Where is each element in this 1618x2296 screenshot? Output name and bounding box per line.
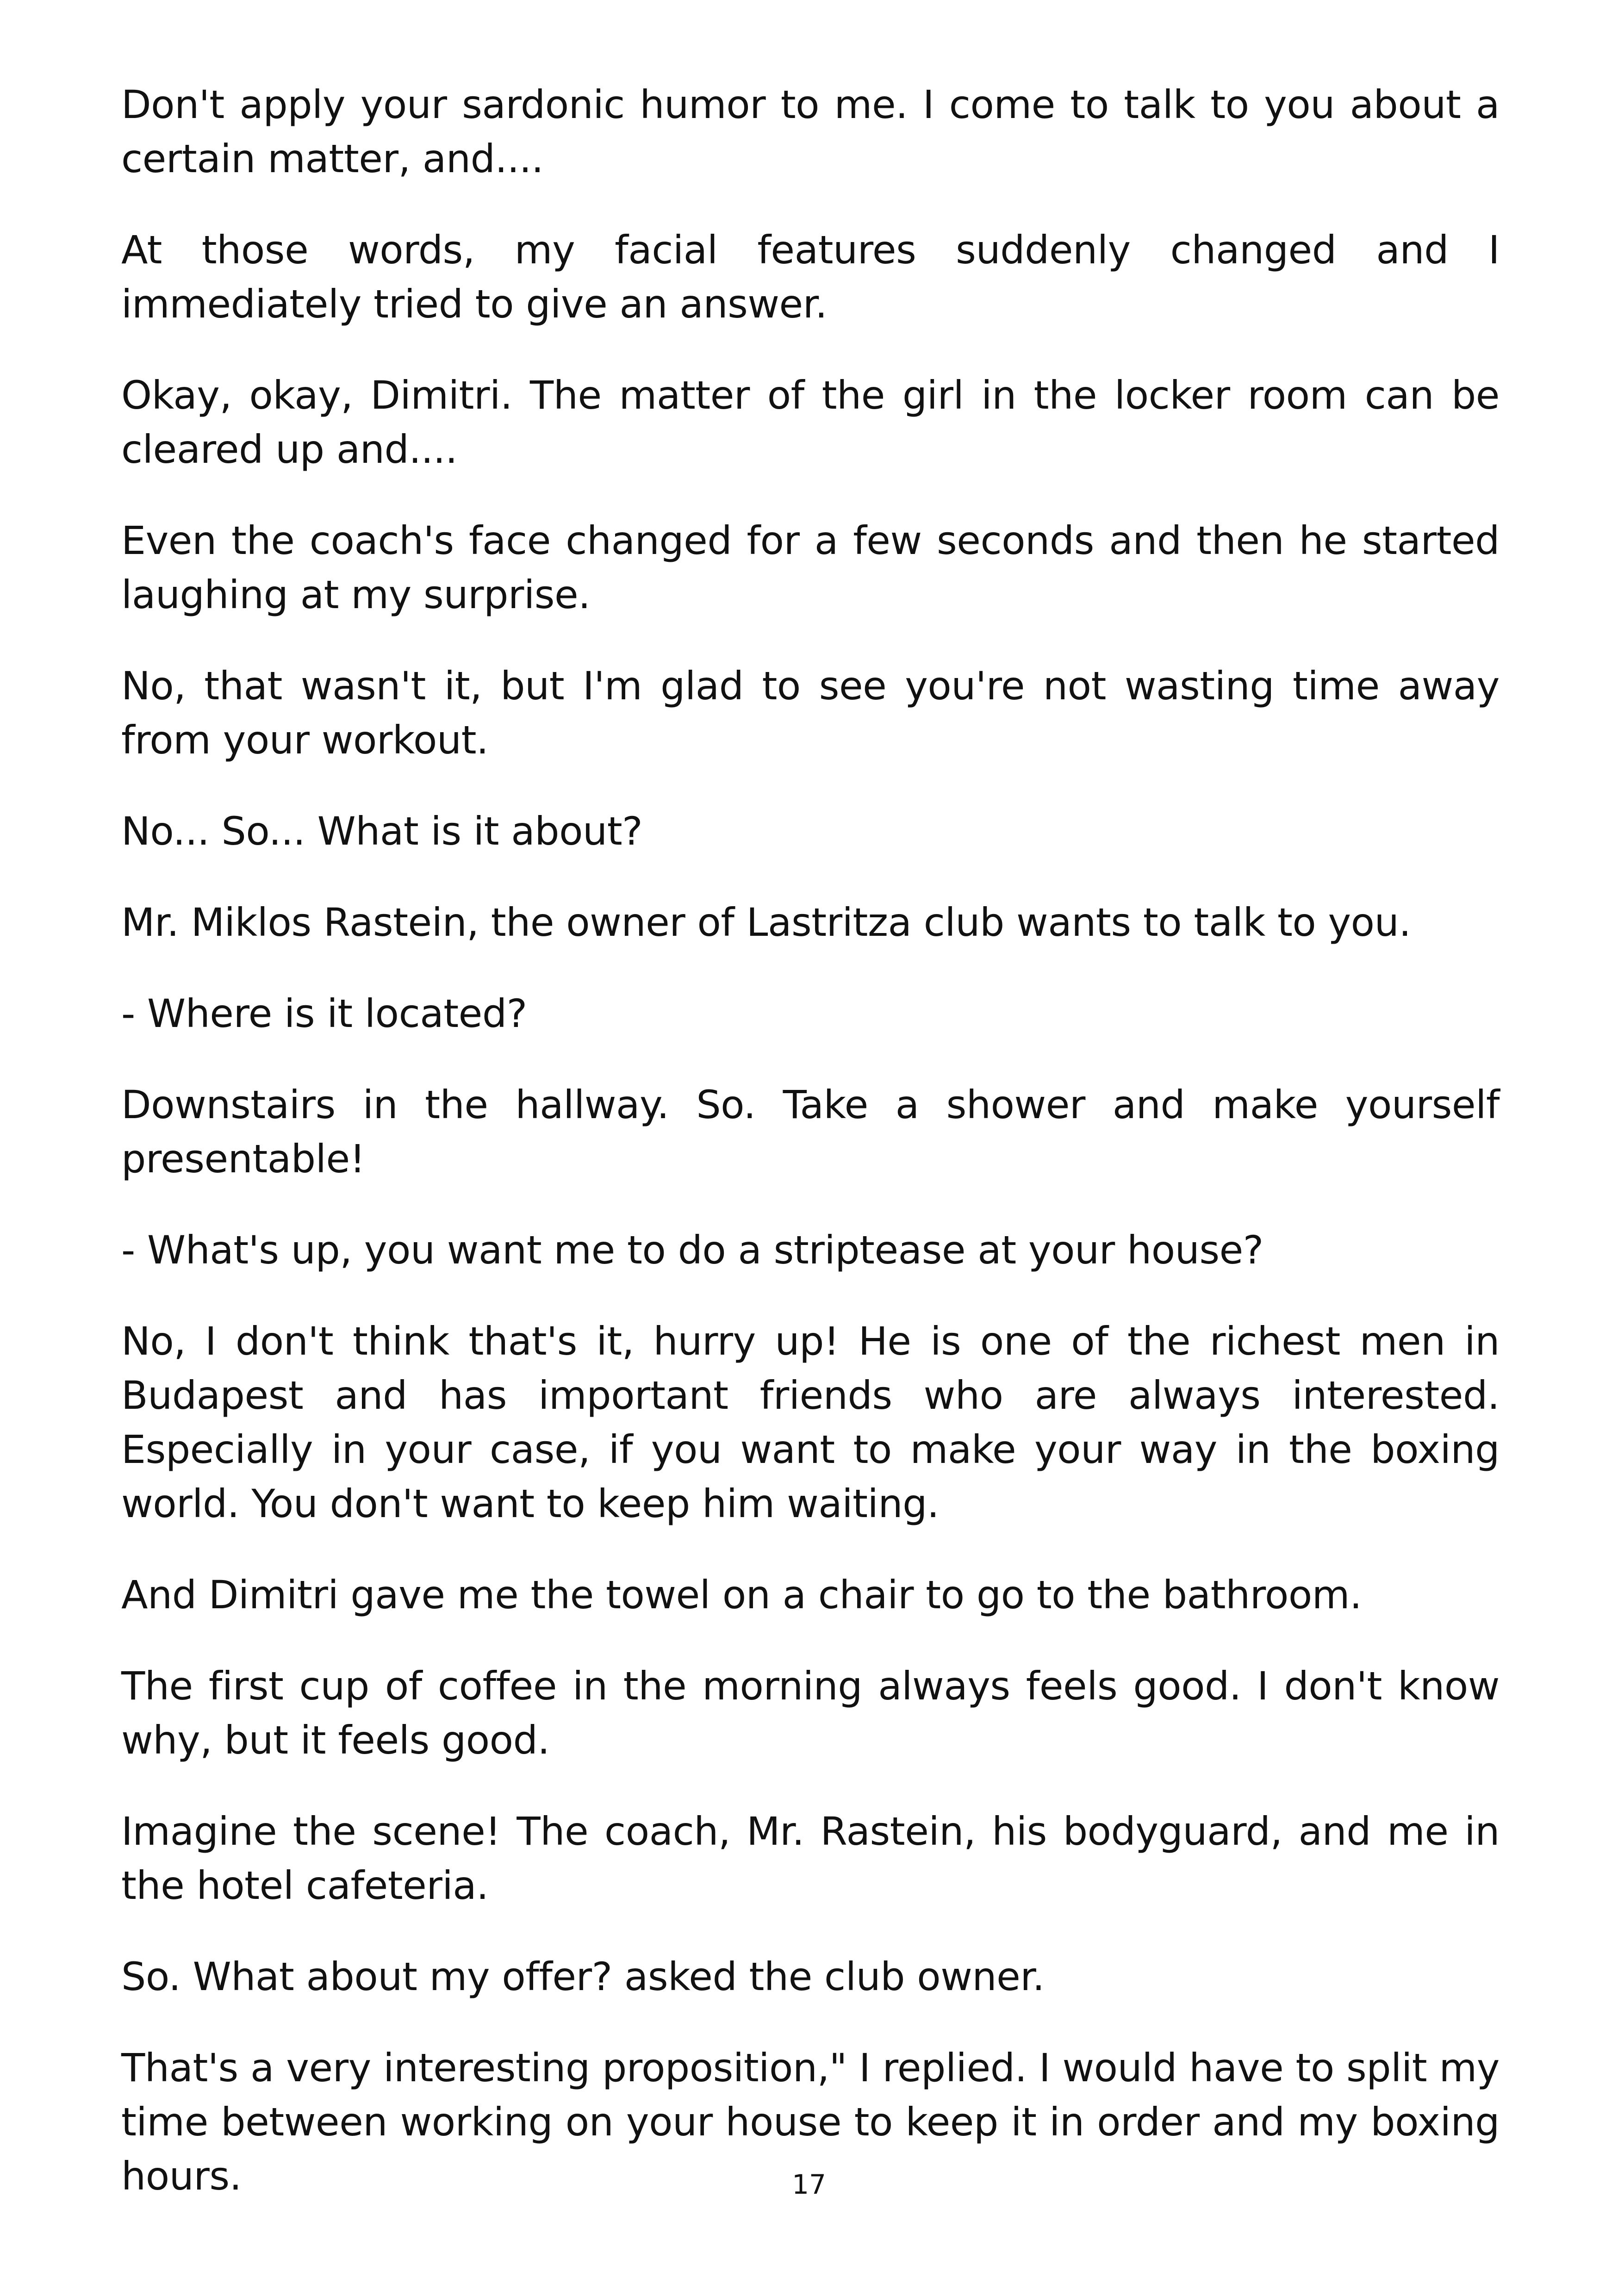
paragraph: No... So... What is it about?	[121, 809, 643, 854]
paragraph: The first cup of coffee in the morning always feels good. I don't know why, but it feels good.	[121, 1663, 1500, 1763]
paragraph: Mr. Miklos Rastein, the owner of Lastritza club wants to talk to you.	[121, 900, 1411, 945]
paragraph: - What's up, you want me to do a striptease at your house?	[121, 1227, 1263, 1273]
page-number: 17	[792, 2169, 826, 2200]
paragraph: Downstairs in the hallway. So. Take a shower and make yourself presentable!	[121, 1082, 1500, 1182]
body-text	[121, 78, 1500, 2240]
paragraph: No, that wasn't it, but I'm glad to see you're not wasting time away from your workout.	[121, 663, 1500, 763]
paragraph: At those words, my facial features suddenly changed and I immediately tried to give an answer.	[121, 227, 1500, 327]
paragraph: Okay, okay, Dimitri. The matter of the girl in the locker room can be cleared up and....	[121, 373, 1500, 472]
paragraph: Imagine the scene! The coach, Mr. Rastein, his bodyguard, and me in the hotel cafeteria.	[121, 1809, 1500, 1908]
paragraph: That's a very interesting proposition," I replied. I would have to split my time between working on your house to keep it in order and my boxing hours.	[121, 2045, 1500, 2199]
paragraph: - Where is it located?	[121, 991, 527, 1036]
paragraph: Even the coach's face changed for a few seconds and then he started laughing at my surprise.	[121, 518, 1500, 617]
paragraph: So. What about my offer? asked the club owner.	[121, 1954, 1045, 1999]
paragraph: No, I don't think that's it, hurry up! He is one of the richest men in Budapest and has important friends who are always interested. Especially in your case, if you want to make your way in the boxing world. You don't want to keep him waiting.	[121, 1319, 1500, 1526]
paragraph: Don't apply your sardonic humor to me. I come to talk to you about a certain matter, and....	[121, 82, 1500, 181]
paragraph: And Dimitri gave me the towel on a chair to go to the bathroom.	[121, 1572, 1362, 1618]
